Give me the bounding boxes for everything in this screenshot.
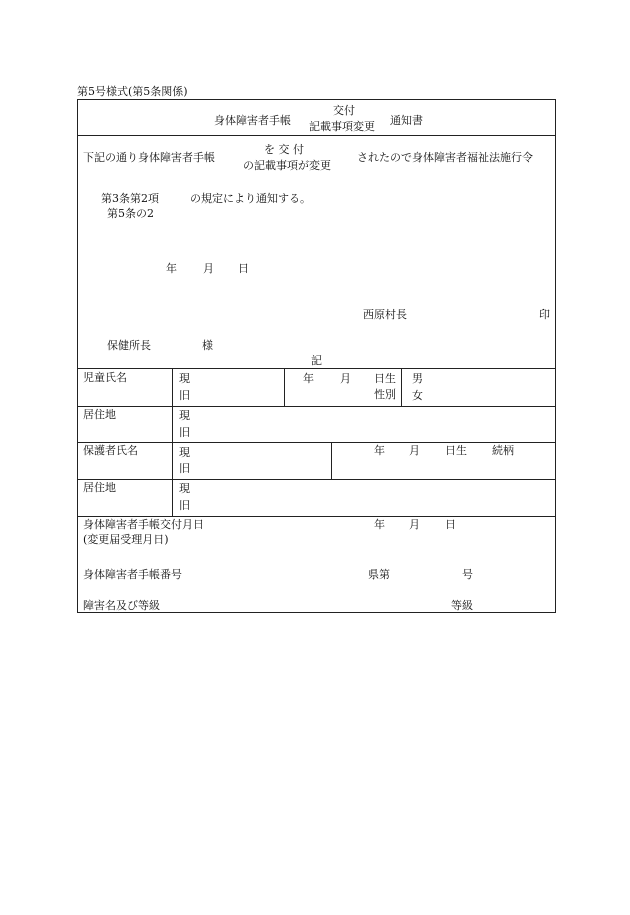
guardian-address-current: 現 — [179, 482, 190, 495]
guardian-address-old: 旧 — [179, 499, 190, 512]
ki-heading: 記 — [311, 354, 322, 367]
sex-female: 女 — [412, 389, 423, 402]
col-divider — [172, 368, 173, 406]
grade-label: 等級 — [451, 599, 473, 612]
row-divider — [78, 406, 555, 407]
guardian-birth-day: 日生 — [445, 444, 467, 457]
row-divider — [78, 442, 555, 443]
row-divider — [78, 479, 555, 480]
guardian-birth-year: 年 — [374, 444, 385, 457]
header-divider — [78, 135, 555, 136]
guardian-name-current: 現 — [179, 446, 190, 459]
disability-label: 障害名及び等級 — [83, 599, 160, 612]
row-divider — [78, 368, 555, 369]
issue-date-label: 身体障害者手帳交付月日 — [83, 518, 204, 531]
sex-label: 性別 — [374, 388, 396, 401]
recipient-honorific: 様 — [202, 339, 213, 352]
sender-title: 西原村長 — [363, 308, 407, 321]
child-address-old: 旧 — [179, 426, 190, 439]
col-divider — [401, 368, 402, 406]
col-divider — [172, 442, 173, 479]
guardian-birth-month: 月 — [409, 444, 420, 457]
number-suffix: 号 — [462, 568, 473, 581]
guardian-address-label: 居住地 — [83, 481, 116, 494]
header-prefix: 身体障害者手帳 — [214, 114, 291, 127]
issue-month: 月 — [409, 518, 420, 531]
header-option-change: 記載事項変更 — [309, 120, 375, 133]
body-line1-b: されたので身体障害者福祉法施行令 — [357, 151, 533, 164]
guardian-name-label: 保護者氏名 — [83, 444, 138, 457]
notice-year: 年 — [166, 262, 177, 275]
notice-form — [77, 99, 556, 613]
col-divider — [172, 406, 173, 442]
col-divider — [331, 442, 332, 479]
birth-day: 日生 — [374, 372, 396, 385]
notice-day: 日 — [238, 262, 249, 275]
birth-year: 年 — [303, 372, 314, 385]
body-line1-a: 下記の通り身体障害者手帳 — [83, 151, 215, 164]
seal-mark: 印 — [539, 308, 550, 321]
recipient-title: 保健所長 — [107, 339, 151, 352]
row-divider — [78, 516, 555, 517]
form-number: 第5号様式(第5条関係) — [77, 85, 188, 98]
article-option-2: 第5条の2 — [107, 207, 154, 220]
prefecture-number-prefix: 県第 — [368, 568, 390, 581]
header-suffix: 通知書 — [390, 114, 423, 127]
child-name-label: 児童氏名 — [83, 371, 127, 384]
card-number-label: 身体障害者手帳番号 — [83, 568, 182, 581]
child-address-current: 現 — [179, 409, 190, 422]
change-date-label: (変更届受理月日) — [83, 533, 169, 546]
article-tail: の規定により通知する。 — [190, 192, 311, 205]
body-option-issue: を 交 付 — [264, 143, 304, 156]
relation-label: 続柄 — [492, 444, 514, 457]
col-divider — [172, 479, 173, 516]
notice-month: 月 — [203, 262, 214, 275]
child-name-old: 旧 — [179, 389, 190, 402]
child-name-current: 現 — [179, 372, 190, 385]
col-divider — [284, 368, 285, 406]
header-option-issue: 交付 — [333, 104, 355, 117]
issue-year: 年 — [374, 518, 385, 531]
child-address-label: 居住地 — [83, 408, 116, 421]
guardian-name-old: 旧 — [179, 462, 190, 475]
article-option-1: 第3条第2項 — [101, 192, 159, 205]
body-option-change: の記載事項が変更 — [243, 159, 331, 172]
sex-male: 男 — [412, 372, 423, 385]
issue-day: 日 — [445, 518, 456, 531]
birth-month: 月 — [340, 372, 351, 385]
